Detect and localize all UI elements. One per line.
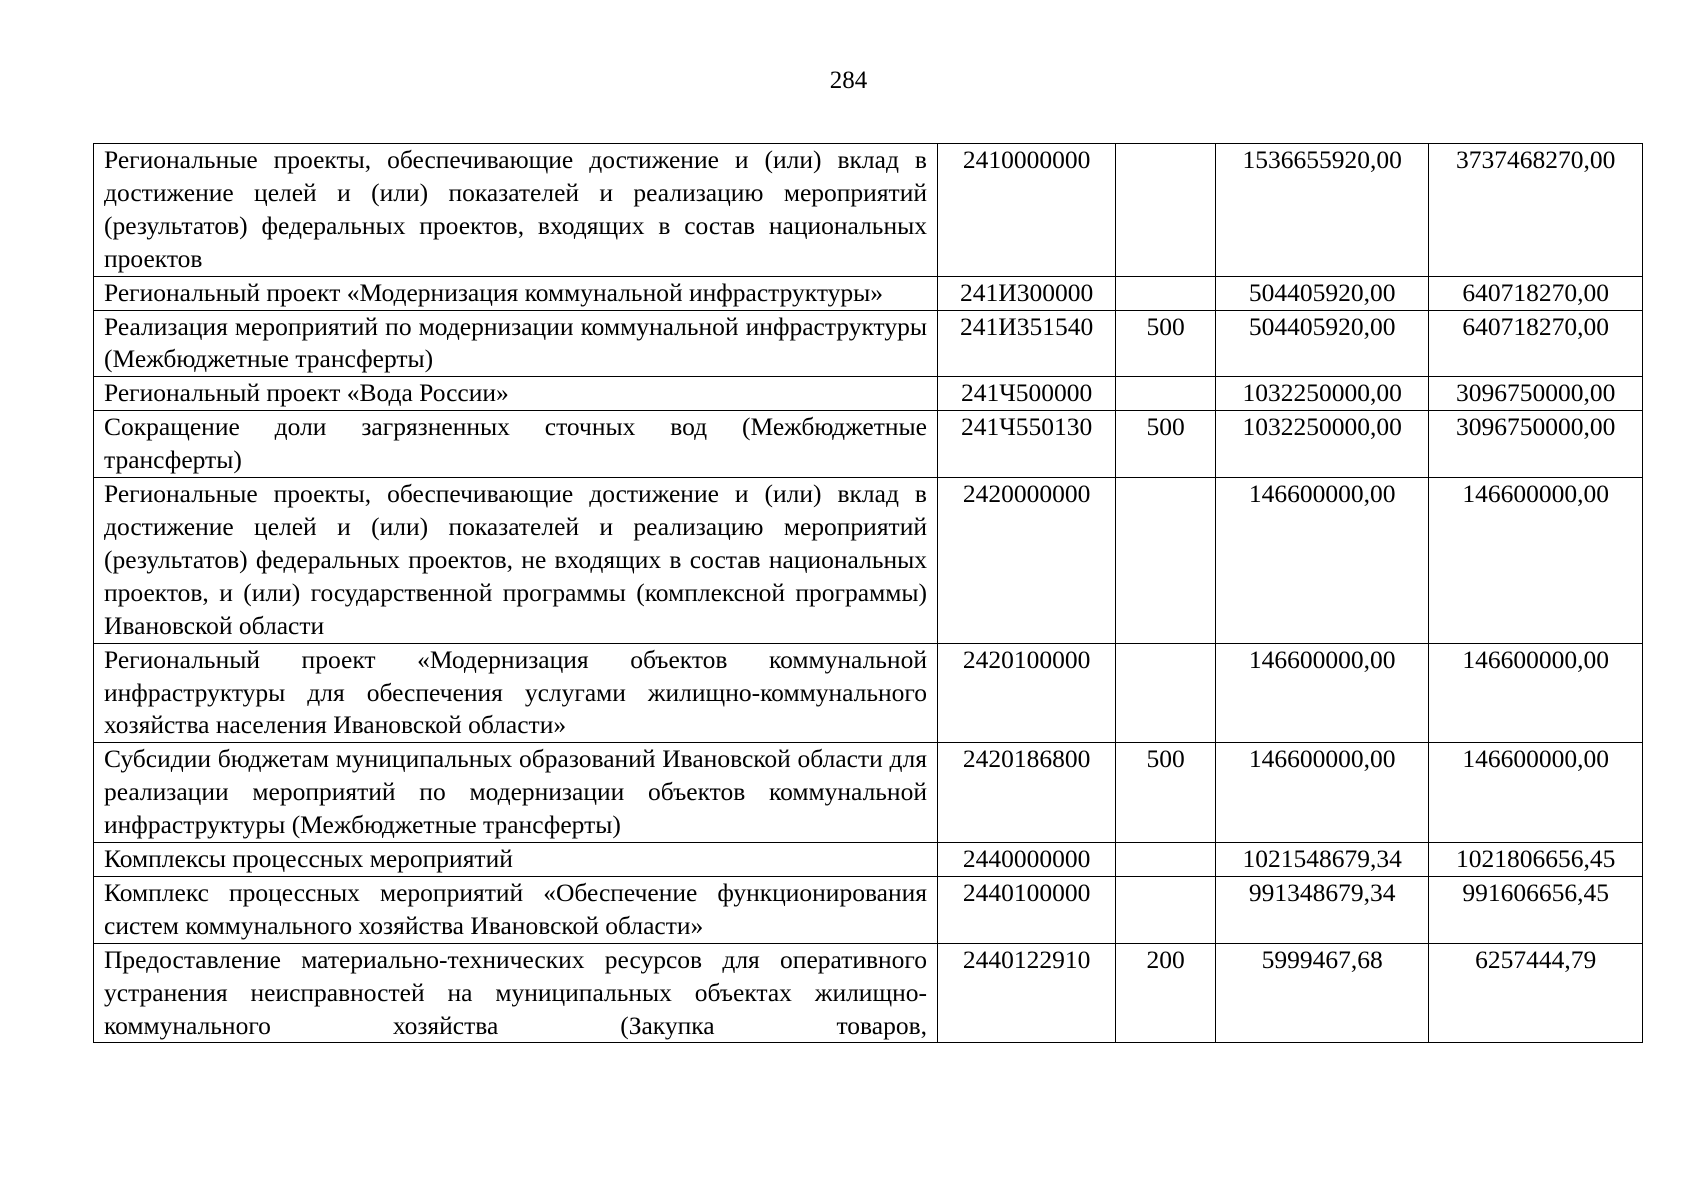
table-row xyxy=(94,411,1643,478)
row-type-cell: 200 xyxy=(1116,943,1216,1043)
row-name-cell: Комплекс процессных мероприятий «Обеспечение функционирования систем коммунального хозяйства Ивановской области» xyxy=(94,876,938,943)
row-code-cell: 241И300000 xyxy=(937,276,1115,310)
row-type-cell xyxy=(1116,377,1216,411)
row-code-cell: 2420000000 xyxy=(937,478,1115,644)
row-sum1-cell: 1032250000,00 xyxy=(1215,411,1429,478)
row-sum2-cell: 146600000,00 xyxy=(1429,743,1643,843)
row-sum1-cell: 146600000,00 xyxy=(1215,643,1429,743)
page-number: 284 xyxy=(829,67,868,94)
row-sum2-cell: 991606656,45 xyxy=(1429,876,1643,943)
row-type-cell: 500 xyxy=(1116,310,1216,377)
row-type-cell xyxy=(1116,643,1216,743)
table-row xyxy=(94,843,1643,877)
row-name-cell: Реализация мероприятий по модернизации коммунальной инфраструктуры (Межбюджетные трансферты) xyxy=(94,310,938,377)
row-sum1-cell: 1021548679,34 xyxy=(1215,843,1429,877)
row-sum2-cell: 6257444,79 xyxy=(1429,943,1643,1043)
row-name-cell: Предоставление материально-технических ресурсов для оперативного устранения неисправностей на муниципальных объектах жилищно-коммунального хозяйства (Закупка товаров, xyxy=(94,943,938,1043)
row-name-cell: Региональные проекты, обеспечивающие достижение и (или) вклад в достижение целей и (или) показателей и реализацию мероприятий (результатов) федеральных проектов, входящих в состав национальных проектов xyxy=(94,144,938,277)
row-type-cell xyxy=(1116,478,1216,644)
row-name-cell: Субсидии бюджетам муниципальных образований Ивановской области для реализации мероприятий по модернизации объектов коммунальной инфраструктуры (Межбюджетные трансферты) xyxy=(94,743,938,843)
row-type-cell xyxy=(1116,843,1216,877)
row-type-cell: 500 xyxy=(1116,411,1216,478)
row-sum1-cell: 5999467,68 xyxy=(1215,943,1429,1043)
row-sum1-cell: 504405920,00 xyxy=(1215,310,1429,377)
row-sum1-cell: 146600000,00 xyxy=(1215,478,1429,644)
row-code-cell: 2440000000 xyxy=(937,843,1115,877)
table-row xyxy=(94,643,1643,743)
table-row xyxy=(94,478,1643,644)
row-sum2-cell: 3096750000,00 xyxy=(1429,411,1643,478)
row-code-cell: 241И351540 xyxy=(937,310,1115,377)
row-sum1-cell: 991348679,34 xyxy=(1215,876,1429,943)
row-name-cell: Региональный проект «Модернизация коммунальной инфраструктуры» xyxy=(94,276,938,310)
table-row xyxy=(94,144,1643,277)
row-sum2-cell: 3737468270,00 xyxy=(1429,144,1643,277)
row-code-cell: 2440122910 xyxy=(937,943,1115,1043)
row-type-cell: 500 xyxy=(1116,743,1216,843)
row-sum1-cell: 504405920,00 xyxy=(1215,276,1429,310)
row-sum2-cell: 146600000,00 xyxy=(1429,478,1643,644)
row-sum2-cell: 146600000,00 xyxy=(1429,643,1643,743)
row-sum1-cell: 146600000,00 xyxy=(1215,743,1429,843)
row-name-cell: Региональные проекты, обеспечивающие достижение и (или) вклад в достижение целей и (или) показателей и реализацию мероприятий (результатов) федеральных проектов, не входящих в состав национальных проектов, и (или) государственной программы (комплексной программы) Ивановской области xyxy=(94,478,938,644)
table-row xyxy=(94,876,1643,943)
row-name-cell: Региональный проект «Модернизация объектов коммунальной инфраструктуры для обеспечения услугами жилищно-коммунального хозяйства населения Ивановской области» xyxy=(94,643,938,743)
table-row xyxy=(94,377,1643,411)
row-type-cell xyxy=(1116,144,1216,277)
row-name-cell: Сокращение доли загрязненных сточных вод (Межбюджетные трансферты) xyxy=(94,411,938,478)
budget-table xyxy=(93,143,1643,1043)
row-sum1-cell: 1536655920,00 xyxy=(1215,144,1429,277)
row-code-cell: 241Ч550130 xyxy=(937,411,1115,478)
row-sum2-cell: 3096750000,00 xyxy=(1429,377,1643,411)
row-code-cell: 2440100000 xyxy=(937,876,1115,943)
row-sum2-cell: 640718270,00 xyxy=(1429,310,1643,377)
row-sum2-cell: 1021806656,45 xyxy=(1429,843,1643,877)
row-code-cell: 2420100000 xyxy=(937,643,1115,743)
table-row xyxy=(94,943,1643,1043)
row-code-cell: 2410000000 xyxy=(937,144,1115,277)
row-sum2-cell: 640718270,00 xyxy=(1429,276,1643,310)
row-name-cell: Комплексы процессных мероприятий xyxy=(94,843,938,877)
row-name-cell: Региональный проект «Вода России» xyxy=(94,377,938,411)
row-type-cell xyxy=(1116,276,1216,310)
table-row xyxy=(94,276,1643,310)
row-code-cell: 241Ч500000 xyxy=(937,377,1115,411)
row-sum1-cell: 1032250000,00 xyxy=(1215,377,1429,411)
row-type-cell xyxy=(1116,876,1216,943)
table-row xyxy=(94,310,1643,377)
row-code-cell: 2420186800 xyxy=(937,743,1115,843)
table-row xyxy=(94,743,1643,843)
